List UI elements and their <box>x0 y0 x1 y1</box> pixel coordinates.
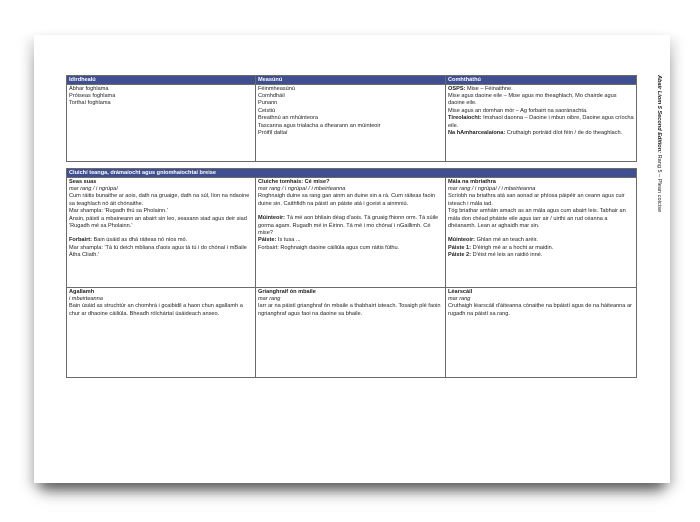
integration-text: Mise – Féinaithne. <box>465 85 513 92</box>
list-item: Ábhar foghlama <box>69 85 109 92</box>
activity-cell <box>67 287 256 377</box>
activity-line <box>448 245 634 252</box>
activity-mode: mar rang / i ngrúpaí / i mbeirteanna <box>258 185 346 192</box>
activity-line <box>69 208 253 215</box>
side-caption-title: Abair Liom 5 Second Edition: <box>656 75 662 154</box>
activity-text: Iarr ar na páistí grianghraf ón mbaile a thabhairt isteach. Tosaigh plé faoin ngrianghraf agus faoi na daoine sa bhaile. <box>258 303 441 317</box>
integration-line <box>448 108 634 115</box>
side-caption-subtitle: Rang 5 – Plean coicíse <box>656 153 662 213</box>
activity-text: Bain úsáid as dhá ráiteas nó níos mó. <box>92 237 188 244</box>
activity-text: Mar shampla: 'Rugadh thú sa Pholainn.' <box>69 208 168 215</box>
subject-label: Tíreolaíocht: <box>448 115 482 122</box>
list-item: Tascanna agus trialacha a dhearann an múinteoir <box>258 122 381 129</box>
activity-title: Mála na mbriathra <box>448 178 496 185</box>
activity-text: Forbairt: Roghnaigh daoine cáiliúla agus cum ráitis fúthu. <box>258 244 400 251</box>
integration-text: Mise agus daoine eile – Mise agus mo theaghlach, Mo chairde agus daoine eile. <box>448 92 617 107</box>
activity-text: Cruthaigh léarscáil d'áiteanna cónaithe na bpáistí agus de na háiteanna ar rugadh na páistí sa rang. <box>448 303 632 317</box>
activity-text: Ansin, páistí a mbaineann an abairt sin leo, seasann siad agus deir siad 'Rugadh mé sa Pholainn.' <box>69 215 247 229</box>
list-item: Féinmheasúnú <box>258 85 296 92</box>
integration-line <box>448 93 634 108</box>
activity-text: Mar shampla: 'Tá tú deich mbliana d'aois agus tá tú i do chónaí i mBaile Átha Cliath.' <box>69 244 247 259</box>
activity-mode: mar rang / i ngrúpaí <box>69 185 118 192</box>
activity-text: Ghlan mé an teach aréir. <box>475 237 538 244</box>
activity-mode: mar rang <box>448 295 471 302</box>
activity-line <box>448 208 634 230</box>
activity-text: Cum ráitis bunaithe ar aois, dath na gruaige, dath na súl, líon na ndaoine sa teaghlach nó áit chónaithe. <box>69 193 250 207</box>
activities-header: Cluichí teanga, drámaíocht agus gníomhaíochtaí breise <box>67 169 637 178</box>
activity-text: D'éirigh mé ar a hocht ar maidin. <box>471 244 554 251</box>
speaker-label: Múinteoir: <box>258 215 286 222</box>
activity-line <box>69 303 253 318</box>
activity-text: Roghnaigh duine sa rang gan ainm an duine sin a rá. Cum ráiteas faoin duine sin. Caithfidh na páistí an páiste atá i gceist a ainmniú. <box>258 193 435 207</box>
activity-line <box>69 237 253 244</box>
activity-line <box>448 193 634 208</box>
integration-line <box>448 86 634 93</box>
activity-line <box>258 193 443 208</box>
activities-row <box>67 287 637 377</box>
activities-table <box>66 168 637 378</box>
activity-line <box>258 245 443 252</box>
activity-line <box>258 237 443 244</box>
speaker-label: Forbairt: <box>69 237 92 244</box>
header-measunu: Measúnú <box>256 76 446 85</box>
activity-title: Seas suas <box>69 178 97 185</box>
integration-text: Mise agus an domhan mór – Ag forbairt na saoránachta. <box>448 107 588 114</box>
list-item: Torthaí foghlama <box>69 100 111 107</box>
activity-line <box>448 303 634 318</box>
activity-title: Cluiche tomhais: Cé mise? <box>258 178 330 185</box>
integration-line <box>448 130 634 137</box>
assessment-table <box>66 75 637 162</box>
activity-text: Bain úsáid as struchtúr an chomhrá i gcaibidil a haon chun agallamh a chur ar dhaoine cáiliúla. Bheadh rólchártaí úsáideach anseo. <box>69 303 243 317</box>
activity-text: Is tusa ... <box>276 237 301 244</box>
side-caption <box>656 75 662 212</box>
assessment-table-header <box>67 76 637 85</box>
speaker-label: Páiste 1: <box>448 244 472 251</box>
activity-line <box>258 215 443 237</box>
activity-cell <box>256 287 446 377</box>
list-item: Punann <box>258 100 278 107</box>
list-item: Comhdháil <box>258 92 285 99</box>
activity-text: Scríobh na briathra atá san aonad ar phíosa páipéir an ceann agus cuir isteach i mála iad. <box>448 193 625 207</box>
activities-table-header <box>67 169 637 178</box>
activity-title: Léarscáil <box>448 288 473 295</box>
assessment-table-row <box>67 84 637 161</box>
activity-title: Agallamh <box>69 288 95 295</box>
speaker-label: Múinteoir: <box>448 237 476 244</box>
list-item: Próiseas foghlama <box>69 92 116 99</box>
activity-title: Grianghraif ón mbaile <box>258 288 316 295</box>
speaker-label: Páiste: <box>258 237 277 244</box>
activity-cell <box>446 287 637 377</box>
comhthathu-cell <box>446 84 637 161</box>
integration-text: Imshaol daonna – Daoine i mbun oibre, Daoine agus críocha eile. <box>448 115 634 129</box>
subject-label: OSPS: <box>448 85 466 92</box>
spacer <box>448 230 634 237</box>
activity-cell <box>256 177 446 287</box>
integration-text: Cruthaigh portráid díot féin / de do theaghlach. <box>505 129 623 136</box>
list-item: Ceistiú <box>258 107 276 114</box>
activity-line <box>69 193 253 208</box>
header-idirdhealu: Idirdhealú <box>67 76 256 85</box>
activity-text: Tóg briathar amháin amach as an mála agus cum abairt leis. Tabhair an mála don chéad pháiste eile agus iarr air / uirthi an rud céanna a dhéanamh. Lean ar aghaidh mar sin. <box>448 208 626 229</box>
document-page <box>34 35 670 483</box>
activity-mode: mar rang <box>258 295 281 302</box>
idirdhealu-cell <box>67 84 256 161</box>
speaker-label: Páiste 2: <box>448 252 472 259</box>
activity-line <box>69 216 253 231</box>
header-comhthathu: Comhtháthú <box>446 76 637 85</box>
list-item: Próifíl daltaí <box>258 129 288 136</box>
integration-line <box>448 115 634 130</box>
activity-line <box>448 237 634 244</box>
activity-line <box>69 245 253 260</box>
activity-text: D'éist mé leis an raidió inné. <box>471 252 543 259</box>
activity-mode: mar rang / i ngrúpaí / i mbeirteanna <box>448 185 536 192</box>
activity-text: Tá mé aon bhliain déag d'aois. Tá gruaig fhionn orm. Tá súile gorma agam. Rugadh mé in Éirinn. Tá mé i mo chónaí i nGaillimh. Cé mise? <box>258 215 439 236</box>
activities-row <box>67 177 637 287</box>
list-item: Breathnú an mhúinteora <box>258 115 319 122</box>
activity-line <box>258 303 443 318</box>
activity-line <box>448 252 634 259</box>
activity-cell <box>446 177 637 287</box>
activity-mode: i mbeirteanna <box>69 295 103 302</box>
measunu-cell <box>256 84 446 161</box>
activity-cell <box>67 177 256 287</box>
subject-label: Na hAmharcealaíona: <box>448 129 506 136</box>
spacer <box>69 230 253 237</box>
spacer <box>258 208 443 215</box>
